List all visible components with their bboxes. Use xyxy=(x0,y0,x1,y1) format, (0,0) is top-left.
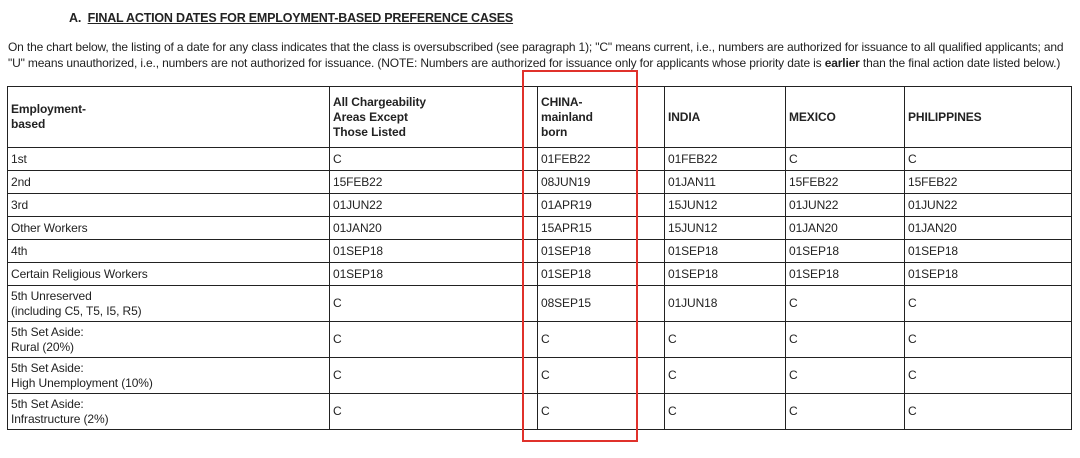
header-line: Those Listed xyxy=(333,124,406,139)
date-cell: C xyxy=(905,286,1072,322)
date-cell: 01JUN22 xyxy=(786,194,905,217)
row-category-line: 1st xyxy=(11,151,27,166)
header-philippines: PHILIPPINES xyxy=(905,87,1072,148)
table-row xyxy=(8,286,1072,322)
header-line: Areas Except xyxy=(333,109,408,124)
date-cell: 01JUN22 xyxy=(330,194,538,217)
row-category xyxy=(8,194,330,217)
date-cell: C xyxy=(786,394,905,430)
header-employment-based xyxy=(8,87,330,148)
date-cell: 08JUN19 xyxy=(538,171,665,194)
date-cell: 01APR19 xyxy=(538,194,665,217)
row-category xyxy=(8,394,330,430)
row-category xyxy=(8,263,330,286)
date-cell: 01JAN20 xyxy=(786,217,905,240)
date-cell: 01SEP18 xyxy=(538,263,665,286)
date-cell: C xyxy=(330,286,538,322)
final-action-dates-table xyxy=(7,86,1072,430)
intro-bold-word: earlier xyxy=(824,55,860,70)
date-cell: 15JUN12 xyxy=(665,217,786,240)
date-cell: 01JUN22 xyxy=(905,194,1072,217)
header-line: based xyxy=(11,117,46,131)
date-cell: C xyxy=(905,322,1072,358)
date-cell: 01JUN18 xyxy=(665,286,786,322)
row-category-line: Rural (20%) xyxy=(11,339,74,354)
table-row xyxy=(8,263,1072,286)
section-heading xyxy=(69,11,513,25)
date-cell: 08SEP15 xyxy=(538,286,665,322)
row-category-line: Other Workers xyxy=(11,220,88,235)
table-row xyxy=(8,217,1072,240)
date-cell: 01JAN11 xyxy=(665,171,786,194)
row-category xyxy=(8,148,330,171)
header-line: CHINA- xyxy=(541,94,583,109)
date-cell: C xyxy=(905,148,1072,171)
row-category xyxy=(8,217,330,240)
table-header-row xyxy=(8,87,1072,148)
header-india: INDIA xyxy=(665,87,786,148)
date-cell: 01FEB22 xyxy=(665,148,786,171)
intro-paragraph xyxy=(8,40,1076,71)
date-cell: C xyxy=(665,394,786,430)
row-category-line: 5th Unreserved xyxy=(11,288,92,303)
date-cell: 15APR15 xyxy=(538,217,665,240)
row-category-line: 5th Set Aside: xyxy=(11,324,84,339)
row-category-line: High Unemployment (10%) xyxy=(11,375,153,390)
table-row xyxy=(8,394,1072,430)
row-category xyxy=(8,171,330,194)
date-cell: C xyxy=(905,358,1072,394)
date-cell: 01SEP18 xyxy=(786,240,905,263)
date-cell: C xyxy=(665,322,786,358)
date-cell: C xyxy=(905,394,1072,430)
date-cell: 01JAN20 xyxy=(330,217,538,240)
intro-text-end: than the final action date listed below.) xyxy=(859,55,1061,70)
date-cell: 15FEB22 xyxy=(330,171,538,194)
header-mexico: MEXICO xyxy=(786,87,905,148)
header-line: mainland xyxy=(541,109,593,124)
header-line: Employment- xyxy=(11,102,86,116)
date-cell: 01SEP18 xyxy=(905,263,1072,286)
date-cell: 01SEP18 xyxy=(665,240,786,263)
date-cell: 15JUN12 xyxy=(665,194,786,217)
row-category xyxy=(8,286,330,322)
date-cell: C xyxy=(786,148,905,171)
date-cell: C xyxy=(538,394,665,430)
row-category-line: 5th Set Aside: xyxy=(11,360,84,375)
row-category xyxy=(8,358,330,394)
table-row xyxy=(8,194,1072,217)
table-row xyxy=(8,322,1072,358)
table-row xyxy=(8,171,1072,194)
date-cell: 15FEB22 xyxy=(786,171,905,194)
date-cell: C xyxy=(786,322,905,358)
date-cell: 01SEP18 xyxy=(786,263,905,286)
date-cell: 01SEP18 xyxy=(330,240,538,263)
header-line: All Chargeability xyxy=(333,94,426,109)
row-category-line: Infrastructure (2%) xyxy=(11,411,109,426)
row-category xyxy=(8,322,330,358)
intro-text: On the chart below, the listing of a date for any class indicates that the class is oversubscribed (see paragraph 1); "C" means current, i.e., numbers are authorized for issuance to all qualified applicants; and "U" means unauthorized, i.e., numbers are not authorized for issuance. (NOTE: Numbers are authorized for issuance only for applicants whose priority date is xyxy=(8,40,1064,70)
header-china xyxy=(538,87,665,148)
date-cell: C xyxy=(786,286,905,322)
date-cell: 01SEP18 xyxy=(905,240,1072,263)
table-row xyxy=(8,240,1072,263)
date-cell: C xyxy=(330,358,538,394)
date-cell: 01SEP18 xyxy=(538,240,665,263)
row-category-line: 3rd xyxy=(11,197,29,212)
row-category-line: 4th xyxy=(11,243,28,258)
date-cell: 01SEP18 xyxy=(330,263,538,286)
date-cell: C xyxy=(330,148,538,171)
date-cell: C xyxy=(330,322,538,358)
header-line: born xyxy=(541,124,568,139)
row-category-line: 5th Set Aside: xyxy=(11,396,84,411)
date-cell: C xyxy=(665,358,786,394)
section-prefix: A. xyxy=(69,11,82,25)
row-category-line: 2nd xyxy=(11,174,31,189)
section-title: FINAL ACTION DATES FOR EMPLOYMENT-BASED PREFERENCE CASES xyxy=(87,11,514,25)
date-cell: C xyxy=(786,358,905,394)
date-cell: C xyxy=(538,358,665,394)
row-category xyxy=(8,240,330,263)
row-category-line: Certain Religious Workers xyxy=(11,266,148,281)
date-cell: C xyxy=(330,394,538,430)
row-category-line: (including C5, T5, I5, R5) xyxy=(11,303,142,318)
date-cell: 01JAN20 xyxy=(905,217,1072,240)
date-cell: C xyxy=(538,322,665,358)
date-cell: 15FEB22 xyxy=(905,171,1072,194)
table-row xyxy=(8,148,1072,171)
header-all-chargeability xyxy=(330,87,538,148)
date-cell: 01SEP18 xyxy=(665,263,786,286)
date-cell: 01FEB22 xyxy=(538,148,665,171)
table-row xyxy=(8,358,1072,394)
